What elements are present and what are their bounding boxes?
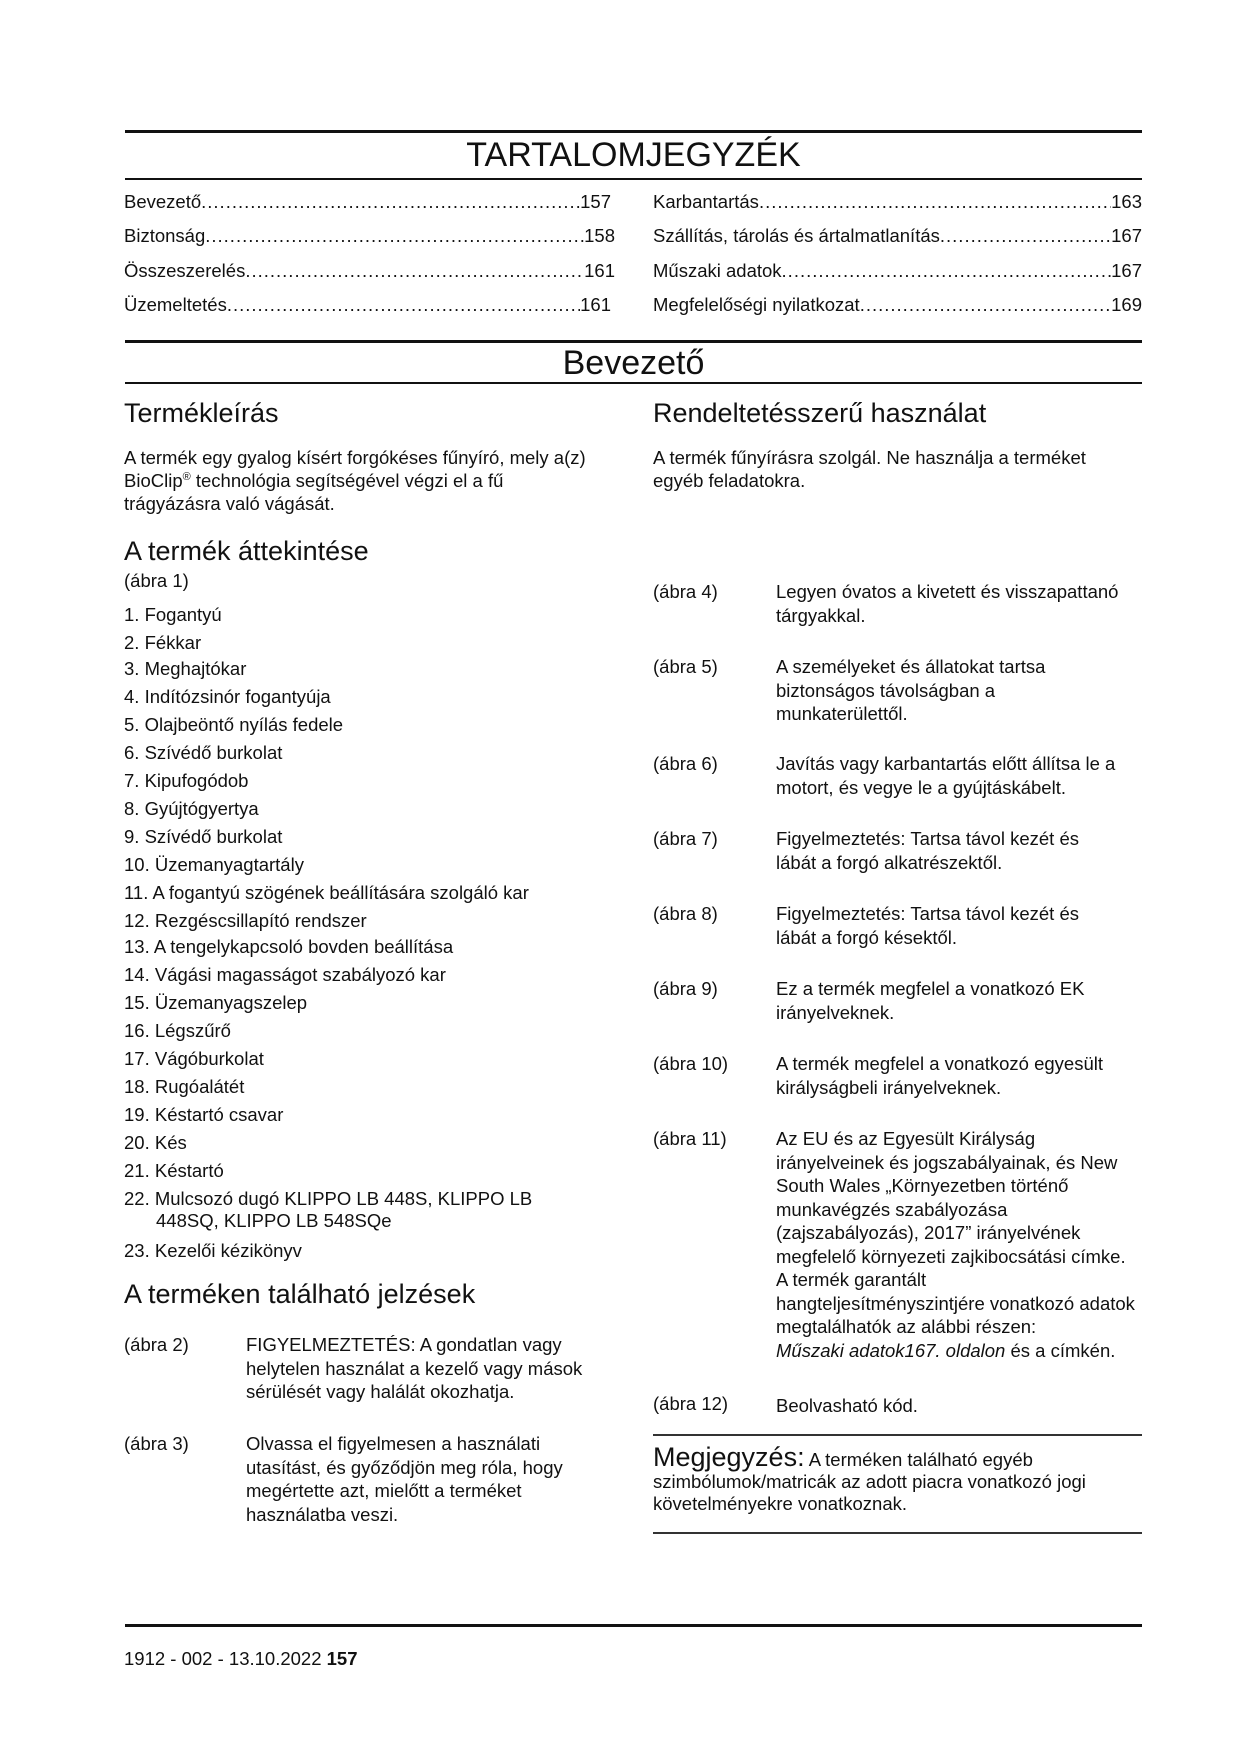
symbol-ref: (ábra 5): [653, 656, 718, 677]
intended-use-text: A termék fűnyírásra szolgál. Ne használja a terméket egyéb feladatokra.: [653, 447, 1086, 491]
overview-heading: A termék áttekintése: [124, 536, 369, 566]
symbol-text: Figyelmeztetés: Tartsa távol kezét és lábát a forgó alkatrészektől.: [776, 828, 1079, 873]
overview-item-20: 20. Kés: [124, 1132, 187, 1153]
toc-entry[interactable]: Biztonság ..... 158: [124, 225, 615, 247]
footer-rule: [125, 1624, 1142, 1627]
intended-use-heading: Rendeltetésszerű használat: [653, 398, 987, 428]
symbol-text: A termék megfelel a vonatkozó egyesült királyságbeli irányelveknek.: [776, 1053, 1104, 1098]
description-text: A termék egy gyalog kísért forgókéses fűnyíró, mely a(z) BioClip® technológia segítségével végzi el a fű trágyázásra való vágását.: [124, 447, 586, 514]
overview-figure-ref: (ábra 1): [124, 570, 189, 591]
toc-top-rule: [125, 130, 1142, 133]
symbol-ref: (ábra 2): [124, 1334, 189, 1355]
toc-entry[interactable]: Karbantartás ..... 163: [653, 191, 1142, 213]
section-top-rule: [125, 340, 1142, 343]
symbol-text: Beolvasható kód.: [776, 1395, 918, 1416]
symbol-text: Olvassa el figyelmesen a használati utasítást, és győződjön meg róla, hogy megértette azt, mielőtt a terméket használatba veszi.: [246, 1433, 563, 1525]
overview-item-18: 18. Rugóalátét: [124, 1076, 245, 1097]
toc-entry[interactable]: Üzemeltetés ..... 161: [124, 294, 611, 316]
overview-item-11: 11. A fogantyú szögének beállítására szolgáló kar: [124, 882, 529, 903]
overview-item-16: 16. Légszűrő: [124, 1020, 231, 1041]
symbol-text: Legyen óvatos a kivetett és visszapattanó tárgyakkal.: [776, 581, 1119, 626]
section-title: Bevezető: [562, 344, 705, 382]
note-label: Megjegyzés:: [653, 1442, 805, 1472]
overview-item-21: 21. Késtartó: [124, 1160, 224, 1181]
overview-item-19: 19. Késtartó csavar: [124, 1104, 284, 1125]
symbol-ref: (ábra 9): [653, 978, 718, 999]
symbols-heading: A terméken található jelzések: [124, 1279, 476, 1309]
symbol-ref: (ábra 3): [124, 1433, 189, 1454]
toc-entry[interactable]: Szállítás, tárolás és ártalmatlanítás ..... 167: [653, 225, 1142, 247]
toc-title-rule: [125, 178, 1142, 180]
overview-item-17: 17. Vágóburkolat: [124, 1048, 264, 1069]
symbol-text: A személyeket és állatokat tartsa biztonságos távolságban a munkaterülettől.: [776, 656, 1046, 724]
note-bottom-rule: [653, 1532, 1142, 1534]
toc-entry[interactable]: Műszaki adatok ..... 167: [653, 260, 1142, 282]
overview-item-3: 3. Meghajtókar: [124, 658, 247, 679]
section-title-rule: [125, 382, 1142, 384]
symbol-text: FIGYELMEZTETÉS: A gondatlan vagy helytelen használat a kezelő vagy mások sérülését vagy halálát okozhatja.: [246, 1334, 583, 1402]
symbol-ref: (ábra 8): [653, 903, 718, 924]
overview-item-2: 2. Fékkar: [124, 632, 202, 653]
symbol-ref: (ábra 6): [653, 753, 718, 774]
overview-item-13: 13. A tengelykapcsoló bovden beállítása: [124, 936, 454, 957]
symbol-text: Javítás vagy karbantartás előtt állítsa le a motort, és vegye le a gyújtáskábelt.: [776, 753, 1116, 798]
symbol-text: Ez a termék megfelel a vonatkozó EK irányelveknek.: [776, 978, 1085, 1023]
toc-title: TARTALOMJEGYZÉK: [466, 136, 801, 174]
overview-item-14: 14. Vágási magasságot szabályozó kar: [124, 964, 446, 985]
overview-item-7: 7. Kipufogódob: [124, 770, 249, 791]
overview-item-23: 23. Kezelői kézikönyv: [124, 1240, 302, 1261]
footer: [124, 1647, 358, 1670]
eu-noise-label-text: Az EU és az Egyesült Királyság irányelveinek és jogszabályainak, és New South Wales „Környezetben történő munkavégzés szabályozása (zajszabályozás), 2017” irányelvének megfelelő környezeti zajkibocsátási címke. A termék garantált hangteljesítményszintjére vonatkozó adatok megtalálhatók az alábbi részen: Műszaki adatok167. oldalon és a címkén.: [776, 1128, 1135, 1361]
overview-item-15: 15. Üzemanyagszelep: [124, 992, 308, 1013]
overview-item-22: 22. Mulcsozó dugó KLIPPO LB 448S, KLIPPO LB 448SQ, KLIPPO LB 548SQe: [124, 1188, 533, 1231]
toc-entry[interactable]: Összeszerelés ..... 161: [124, 260, 615, 282]
overview-item-4: 4. Indítózsinór fogantyúja: [124, 686, 331, 707]
overview-item-10: 10. Üzemanyagtartály: [124, 854, 304, 875]
document-info: 1912 - 002 - 13.10.2022: [124, 1648, 322, 1669]
symbol-text: Figyelmeztetés: Tartsa távol kezét és lábát a forgó késektől.: [776, 903, 1079, 948]
symbol-ref: (ábra 11): [653, 1128, 727, 1149]
overview-item-6: 6. Szívédő burkolat: [124, 742, 283, 763]
overview-item-5: 5. Olajbeöntő nyílás fedele: [124, 714, 344, 735]
symbol-ref: (ábra 7): [653, 828, 718, 849]
note-box: Megjegyzés: A terméken található egyéb szimbólumok/matricák az adott piacra vonatkozó jogi követelményekre vonatkoznak.: [653, 1442, 1086, 1514]
note-top-rule: [653, 1434, 1142, 1436]
overview-item-9: 9. Szívédő burkolat: [124, 826, 283, 847]
overview-item-12: 12. Rezgéscsillapító rendszer: [124, 910, 367, 931]
toc-entry[interactable]: Bevezető ..... 157: [124, 191, 611, 213]
symbol-ref: (ábra 4): [653, 581, 718, 602]
symbol-ref: (ábra 12): [653, 1393, 729, 1414]
overview-item-8: 8. Gyújtógyertya: [124, 798, 259, 819]
page-number: 157: [326, 1648, 358, 1669]
description-heading: Termékleírás: [124, 398, 279, 428]
symbol-ref: (ábra 10): [653, 1053, 729, 1074]
toc-entry[interactable]: Megfelelőségi nyilatkozat ..... 169: [653, 294, 1142, 316]
technical-data-link[interactable]: Műszaki adatok167. oldalon: [776, 1339, 1006, 1361]
overview-item-1: 1. Fogantyú: [124, 604, 222, 625]
